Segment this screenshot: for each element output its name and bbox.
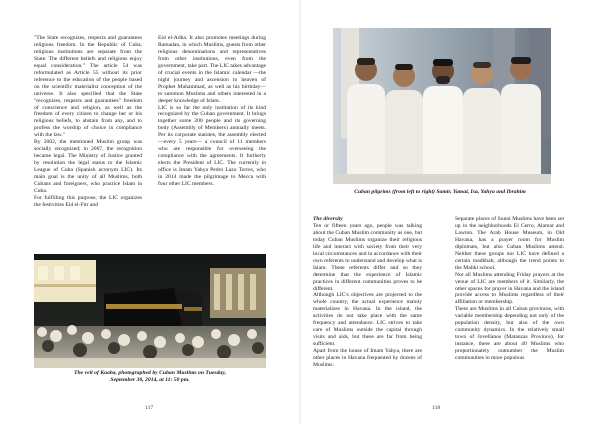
section-heading-diversity: The diversity xyxy=(313,216,343,222)
page-number-right: 118 xyxy=(432,405,441,411)
page-number-left: 117 xyxy=(145,405,154,411)
body-column-2: Eid el-Adha. It also promotes meetings during Ramadan, in which Muslims, guests from other religious denominations and representatives from other institutions, even from the government, take part. The LIC takes advantage of crucial events in the Islamic calendar —the night journey and ascension to heaven of Prophet Muhammad, as well as his birthday—to summon Muslims and others interested in a deeper knowledge of Islam. LIC is so far the only institution of its kind recognized by the Cuban government. It brings together some 200 people and its governing body (Assembly of Members) annually meets. Per its corporate statutes, the assembly elected —every 5 years— a council of 11 members who are responsible for overseeing the compliance with the agreements. It furtherly elects the President of LIC. The currently in office is Imam Yahya Pedro Lazo Torres, who in 2014 made the pilgrimage to Mecca with four other LIC members. xyxy=(158,35,266,188)
page-gutter xyxy=(299,0,301,424)
kaaba-photo xyxy=(34,254,266,368)
kaaba-photo-caption: The veil of Kaaba, photographed by Cuban Muslims on Tuesday, September 30, 2014, at 11: 50 pm. xyxy=(73,370,227,383)
body-column-1: "The State recognizes, respects and guarantees religious freedom. In the Republic of Cuba, religious institutions are separate from the State. The different beliefs and religions enjoy equal consideration." The article 54 was reformulated as Article 55 without its prior reference to the education of the people based on the scientific materialist conception of the universe. It also specified that the State "recognizes, respects and guarantees" freedom of conscience and religion, as well as the freedom of every citizen to change her or his religious beliefs, to abstain from any, and to profess the worship of choice in compliance with the law." By 2002, the mentioned Muslim group was socially recognized; in 2007, the recognition became legal. The Ministry of Justice granted by resolution the legal status to the Islamic League of Cuba (Spanish acronym LIC). Its main goal is the unity of all Muslims, both Cubans and foreigners, who practice Islam in Cuba. For fulfilling this purpose, the LIC organizes the festivities Eid el-Fitr and xyxy=(34,35,142,208)
body-column-3-text: Ten or fifteen years ago, people was talking about the Cuban Muslim community as one, but today Cuban Muslims organize their religious life and interact with society from their very local circumstances and in accordance with their own referents to understand and develop what is Islam. These referents differ and so they determine that the experience of Islamic practices in different communities proves to be different. Although LIC's objectives are projected to the whole country, the actual experience mainly materializes in Havana. In the island, the activities do not take place with the same frequency and attendance. LIC strives to take care of Muslims outside the capital through visits and aids, but these are far from being sufficient. Apart from the house of Imam Yahya, there are other places in Havana frequented by dozens of Muslims. xyxy=(313,222,422,368)
pilgrims-photo-caption: Cuban pilgrims (from left to right) Samir, Yamal, Isa, Yahya and Ibrahim xyxy=(354,189,526,195)
pilgrims-photo xyxy=(333,28,551,184)
body-column-3 xyxy=(313,216,422,368)
body-column-4: Separate places of Sunni Muslims have been set up in the neighborhoods El Cerro, Alamar and Lawton. The Arab House Museum, in Old Havana, has a prayer room for Muslim diplomats, but also Cuban Muslims attend. Neither these groups nor LIC have defined a certain madhhab, although the trend points to the Maliki school. Not all Muslims attending Friday prayers at the venue of LIC are members of it. Similarly, the other spaces for prayer in Havana and the island provide access to Muslims regardless of their affiliation or membership. There are Muslims in all Cuban provinces, with variable membership depending not only of the population density, but also of the own community dynamics. In the relatively small town of Jovellanos (Matanzas Province), for instance, there are about 40 Muslims who proportionately outnumber the Muslim communities in more populous xyxy=(455,216,564,362)
